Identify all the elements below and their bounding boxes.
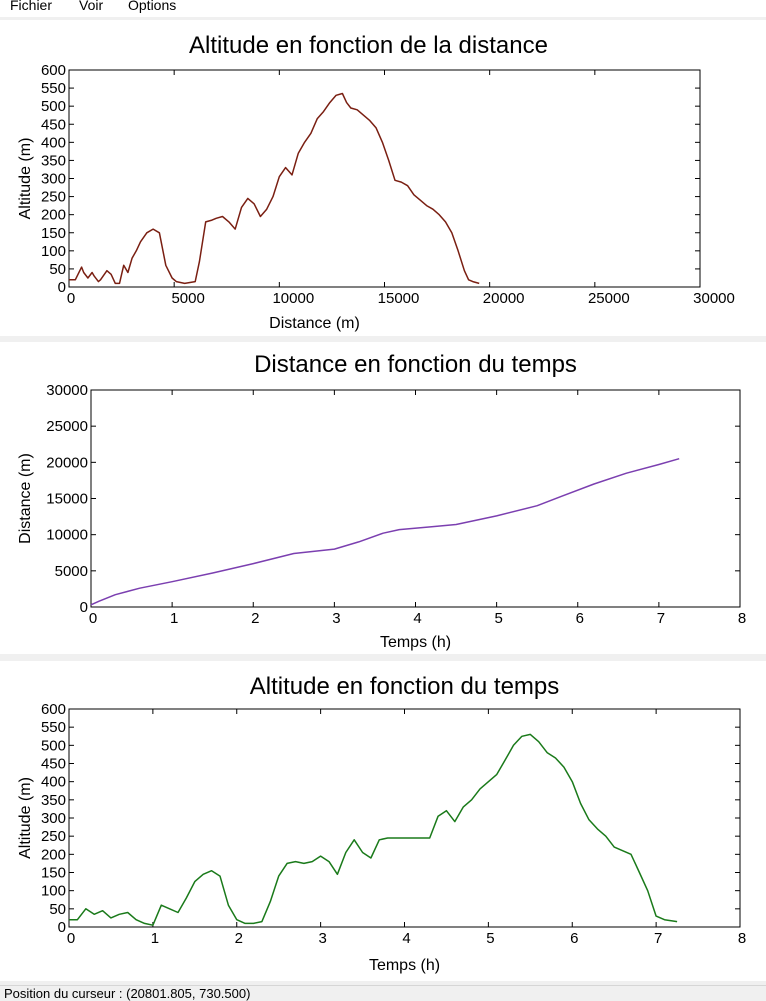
y-tick-label: 550	[40, 80, 66, 98]
y-tick-label: 20000	[46, 454, 88, 472]
x-tick-label: 3	[318, 930, 327, 947]
x-tick-label: 5	[486, 930, 495, 947]
x-tick-label: 0	[88, 610, 98, 627]
y-tick-label: 200	[40, 846, 66, 864]
y-tick-label: 350	[40, 791, 66, 809]
y-axis-label: Distance (m)	[17, 453, 34, 544]
x-axis-label: Temps (h)	[368, 957, 441, 974]
x-tick-label: 7	[653, 930, 663, 947]
chart-distance-time	[0, 342, 766, 654]
y-tick-label: 550	[40, 719, 66, 737]
y-tick-label: 0	[79, 599, 88, 616]
x-tick-label: 6	[570, 930, 579, 947]
x-axis-label: Temps (h)	[379, 634, 452, 651]
x-tick-label: 7	[656, 610, 666, 627]
y-tick-label: 200	[40, 206, 66, 224]
y-axis-label: Altitude (m)	[17, 137, 34, 220]
y-tick-label: 100	[40, 242, 66, 260]
x-tick-label: 4	[413, 610, 422, 627]
chart-title: Altitude en fonction de la distance	[189, 32, 548, 59]
x-tick-label: 0	[66, 930, 76, 947]
plot-frame	[91, 390, 740, 607]
y-tick-label: 50	[49, 900, 66, 918]
x-tick-label: 8	[737, 930, 747, 947]
x-tick-label: 2	[251, 610, 260, 627]
menu-voir[interactable]: Voir	[79, 0, 104, 13]
y-tick-label: 250	[40, 188, 66, 206]
y-tick-label: 15000	[46, 490, 88, 508]
y-axis-label: Altitude (m)	[17, 777, 34, 859]
y-tick-label: 50	[49, 260, 66, 278]
y-tick-label: 100	[40, 882, 66, 900]
y-tick-label: 400	[40, 773, 66, 791]
chart-panel-altitude-time	[0, 661, 766, 981]
y-tick-label: 500	[40, 737, 66, 755]
x-tick-label: 5	[494, 610, 503, 627]
x-tick-label: 0	[66, 290, 76, 307]
y-tick-label: 600	[40, 62, 66, 79]
x-tick-label: 10000	[272, 290, 315, 307]
x-tick-label: 3	[332, 610, 341, 627]
x-tick-label: 8	[737, 610, 747, 627]
x-tick-label: 4	[402, 930, 411, 947]
status-bar	[0, 985, 766, 1001]
chart-altitude-distance	[0, 20, 766, 336]
menu-bar	[0, 0, 766, 17]
x-tick-label: 15000	[377, 290, 420, 307]
chart-altitude-time	[0, 661, 766, 981]
y-tick-label: 300	[40, 170, 66, 188]
y-tick-label: 450	[40, 116, 66, 134]
y-tick-label: 400	[40, 134, 66, 152]
y-tick-label: 300	[40, 810, 66, 827]
chart-title: Altitude en fonction du temps	[249, 673, 560, 700]
menu-options[interactable]: Options	[128, 0, 177, 13]
y-tick-label: 250	[40, 828, 66, 846]
y-tick-label: 0	[57, 919, 66, 936]
x-tick-label: 6	[575, 610, 584, 627]
y-tick-label: 150	[40, 864, 66, 882]
x-tick-label: 5000	[171, 290, 205, 307]
x-tick-label: 20000	[482, 290, 525, 307]
y-tick-label: 500	[40, 98, 66, 116]
y-tick-label: 150	[40, 224, 66, 242]
x-tick-label: 30000	[693, 290, 735, 307]
y-tick-label: 5000	[54, 562, 88, 580]
y-tick-label: 10000	[46, 526, 88, 544]
y-tick-label: 25000	[46, 418, 88, 436]
y-tick-label: 0	[57, 279, 66, 296]
chart-title: Distance en fonction du temps	[254, 351, 577, 378]
menu-fichier[interactable]: Fichier	[10, 0, 53, 13]
x-tick-label: 2	[234, 930, 243, 947]
y-tick-label: 350	[40, 152, 66, 170]
y-tick-label: 450	[40, 755, 66, 773]
x-tick-label: 1	[150, 930, 160, 947]
chart-panel-altitude-distance	[0, 20, 766, 336]
x-tick-label: 1	[169, 610, 179, 627]
y-tick-label: 30000	[46, 382, 88, 399]
x-axis-label: Distance (m)	[269, 315, 360, 332]
x-tick-label: 25000	[587, 290, 630, 307]
cursor-position-text: Position du curseur : (20801.805, 730.500)	[4, 986, 251, 1001]
plot-frame	[69, 709, 740, 927]
y-tick-label: 600	[40, 701, 66, 718]
chart-panel-distance-time	[0, 342, 766, 654]
